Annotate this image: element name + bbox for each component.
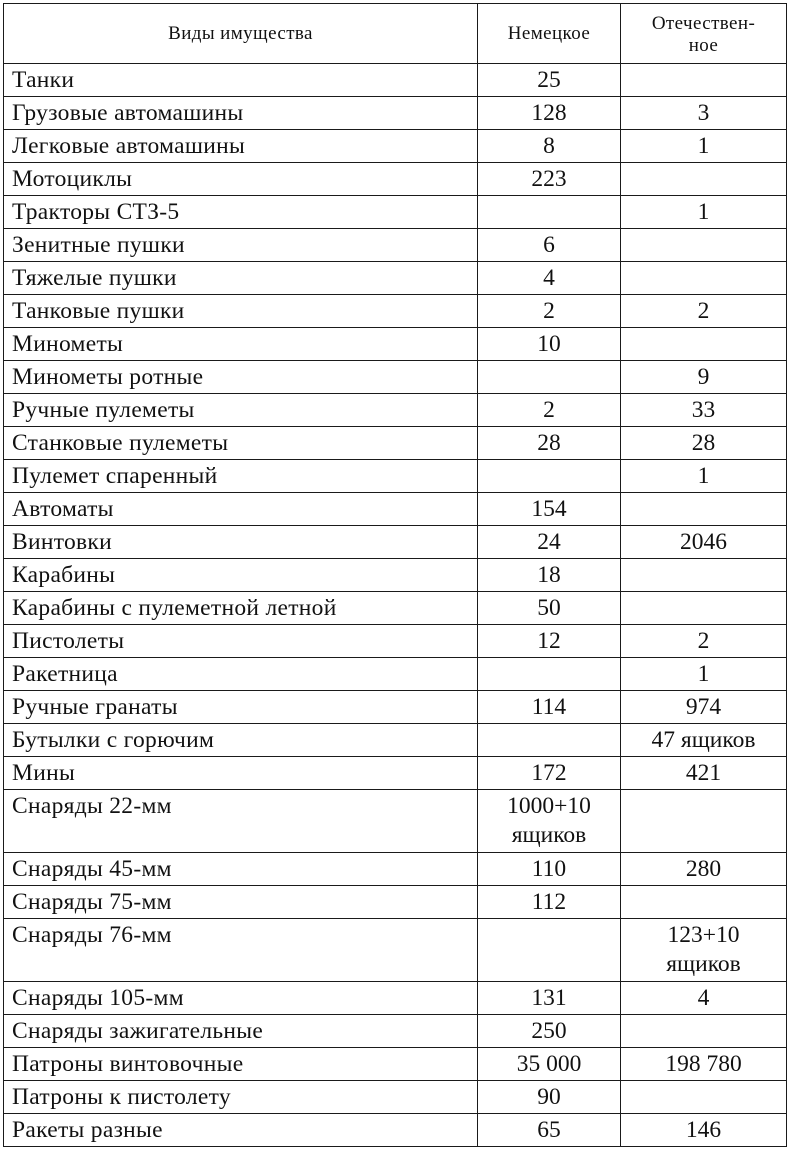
row-german bbox=[478, 724, 621, 757]
row-name: Ракеты разные bbox=[4, 1114, 478, 1147]
row-name: Грузовые автомашины bbox=[4, 97, 478, 130]
row-german bbox=[478, 460, 621, 493]
row-domestic bbox=[621, 790, 787, 853]
table-row bbox=[4, 97, 787, 130]
table-row bbox=[4, 526, 787, 559]
row-domestic: 1 bbox=[621, 658, 787, 691]
table-row bbox=[4, 919, 787, 982]
row-domestic: 146 bbox=[621, 1114, 787, 1147]
row-name: Карабины bbox=[4, 559, 478, 592]
row-name: Минометы bbox=[4, 328, 478, 361]
row-name: Снаряды 22-мм bbox=[4, 790, 478, 853]
row-name: Тракторы СТЗ-5 bbox=[4, 196, 478, 229]
table-row bbox=[4, 394, 787, 427]
row-german: 131 bbox=[478, 982, 621, 1015]
row-name: Карабины с пулеметной летной bbox=[4, 592, 478, 625]
row-domestic: 33 bbox=[621, 394, 787, 427]
header-domestic bbox=[621, 4, 787, 64]
table-row bbox=[4, 559, 787, 592]
row-name: Ручные пулеметы bbox=[4, 394, 478, 427]
row-name: Снаряды 45-мм bbox=[4, 853, 478, 886]
table-row bbox=[4, 1114, 787, 1147]
row-german: 24 bbox=[478, 526, 621, 559]
table-row bbox=[4, 328, 787, 361]
row-german bbox=[478, 658, 621, 691]
row-german: 112 bbox=[478, 886, 621, 919]
row-name: Станковые пулеметы bbox=[4, 427, 478, 460]
table-row bbox=[4, 853, 787, 886]
table-row bbox=[4, 724, 787, 757]
table-row bbox=[4, 196, 787, 229]
row-german: 8 bbox=[478, 130, 621, 163]
row-domestic bbox=[621, 64, 787, 97]
row-name: Мины bbox=[4, 757, 478, 790]
table-row bbox=[4, 625, 787, 658]
row-name: Патроны винтовочные bbox=[4, 1048, 478, 1081]
table-row bbox=[4, 229, 787, 262]
row-german: 223 bbox=[478, 163, 621, 196]
row-domestic: 1 bbox=[621, 130, 787, 163]
row-domestic bbox=[621, 919, 787, 982]
row-name: Тяжелые пушки bbox=[4, 262, 478, 295]
row-german: 128 bbox=[478, 97, 621, 130]
table-row bbox=[4, 982, 787, 1015]
row-german bbox=[478, 196, 621, 229]
row-domestic bbox=[621, 163, 787, 196]
table-row bbox=[4, 1015, 787, 1048]
row-domestic bbox=[621, 328, 787, 361]
row-name: Пистолеты bbox=[4, 625, 478, 658]
header-domestic-line2: ное bbox=[688, 34, 719, 56]
table-row bbox=[4, 493, 787, 526]
table-row bbox=[4, 1048, 787, 1081]
row-domestic: 2 bbox=[621, 625, 787, 658]
header-domestic-line1: Отечествен- bbox=[651, 12, 756, 34]
row-name: Танковые пушки bbox=[4, 295, 478, 328]
row-german: 250 bbox=[478, 1015, 621, 1048]
row-name: Автоматы bbox=[4, 493, 478, 526]
row-domestic bbox=[621, 1015, 787, 1048]
row-german-line1: 1000+10 bbox=[507, 793, 591, 819]
row-domestic bbox=[621, 493, 787, 526]
header-german: Немецкое bbox=[478, 4, 621, 64]
row-name: Патроны к пистолету bbox=[4, 1081, 478, 1114]
row-german: 90 bbox=[478, 1081, 621, 1114]
row-german bbox=[478, 919, 621, 982]
table-body bbox=[4, 64, 787, 1147]
row-name: Мотоциклы bbox=[4, 163, 478, 196]
row-domestic: 2046 bbox=[621, 526, 787, 559]
table-header bbox=[4, 4, 787, 64]
table-row bbox=[4, 757, 787, 790]
row-domestic bbox=[621, 886, 787, 919]
row-name: Бутылки с горючим bbox=[4, 724, 478, 757]
row-domestic bbox=[621, 229, 787, 262]
row-domestic: 198 780 bbox=[621, 1048, 787, 1081]
table-row bbox=[4, 262, 787, 295]
row-german: 154 bbox=[478, 493, 621, 526]
table-row bbox=[4, 64, 787, 97]
row-domestic bbox=[621, 592, 787, 625]
row-name: Снаряды 76-мм bbox=[4, 919, 478, 982]
row-domestic: 4 bbox=[621, 982, 787, 1015]
row-domestic bbox=[621, 559, 787, 592]
inventory-table bbox=[3, 3, 787, 1147]
row-german: 50 bbox=[478, 592, 621, 625]
row-german: 110 bbox=[478, 853, 621, 886]
row-german-line2: ящиков bbox=[511, 822, 587, 848]
row-german: 10 bbox=[478, 328, 621, 361]
row-name: Ракетница bbox=[4, 658, 478, 691]
table-row bbox=[4, 790, 787, 853]
row-domestic: 28 bbox=[621, 427, 787, 460]
row-domestic: 974 bbox=[621, 691, 787, 724]
row-name: Ручные гранаты bbox=[4, 691, 478, 724]
row-name: Снаряды 75-мм bbox=[4, 886, 478, 919]
header-row bbox=[4, 4, 787, 64]
row-german: 65 bbox=[478, 1114, 621, 1147]
table-row bbox=[4, 658, 787, 691]
row-domestic: 421 bbox=[621, 757, 787, 790]
table-row bbox=[4, 1081, 787, 1114]
row-domestic: 280 bbox=[621, 853, 787, 886]
row-domestic: 1 bbox=[621, 196, 787, 229]
table-row bbox=[4, 427, 787, 460]
row-domestic: 47 ящиков bbox=[621, 724, 787, 757]
table-row bbox=[4, 592, 787, 625]
row-name: Снаряды зажигательные bbox=[4, 1015, 478, 1048]
table-row bbox=[4, 130, 787, 163]
row-german: 6 bbox=[478, 229, 621, 262]
row-german: 35 000 bbox=[478, 1048, 621, 1081]
row-domestic bbox=[621, 262, 787, 295]
header-type: Виды имущества bbox=[4, 4, 478, 64]
row-name: Винтовки bbox=[4, 526, 478, 559]
table-row bbox=[4, 295, 787, 328]
row-german: 25 bbox=[478, 64, 621, 97]
table-row bbox=[4, 361, 787, 394]
row-domestic: 1 bbox=[621, 460, 787, 493]
row-german: 2 bbox=[478, 295, 621, 328]
row-german: 12 bbox=[478, 625, 621, 658]
row-german: 2 bbox=[478, 394, 621, 427]
row-domestic: 9 bbox=[621, 361, 787, 394]
table-row bbox=[4, 886, 787, 919]
row-name: Пулемет спаренный bbox=[4, 460, 478, 493]
row-domestic-line1: 123+10 bbox=[667, 922, 740, 948]
row-name: Легковые автомашины bbox=[4, 130, 478, 163]
row-german bbox=[478, 361, 621, 394]
row-german bbox=[478, 790, 621, 853]
row-german: 172 bbox=[478, 757, 621, 790]
table-row bbox=[4, 163, 787, 196]
table-row bbox=[4, 691, 787, 724]
row-name: Минометы ротные bbox=[4, 361, 478, 394]
row-german: 18 bbox=[478, 559, 621, 592]
row-name: Снаряды 105-мм bbox=[4, 982, 478, 1015]
row-name: Зенитные пушки bbox=[4, 229, 478, 262]
row-german: 114 bbox=[478, 691, 621, 724]
row-name: Танки bbox=[4, 64, 478, 97]
table-row bbox=[4, 460, 787, 493]
row-domestic: 3 bbox=[621, 97, 787, 130]
row-domestic bbox=[621, 1081, 787, 1114]
row-german: 28 bbox=[478, 427, 621, 460]
row-domestic-line2: ящиков bbox=[666, 951, 741, 977]
row-german: 4 bbox=[478, 262, 621, 295]
row-domestic: 2 bbox=[621, 295, 787, 328]
